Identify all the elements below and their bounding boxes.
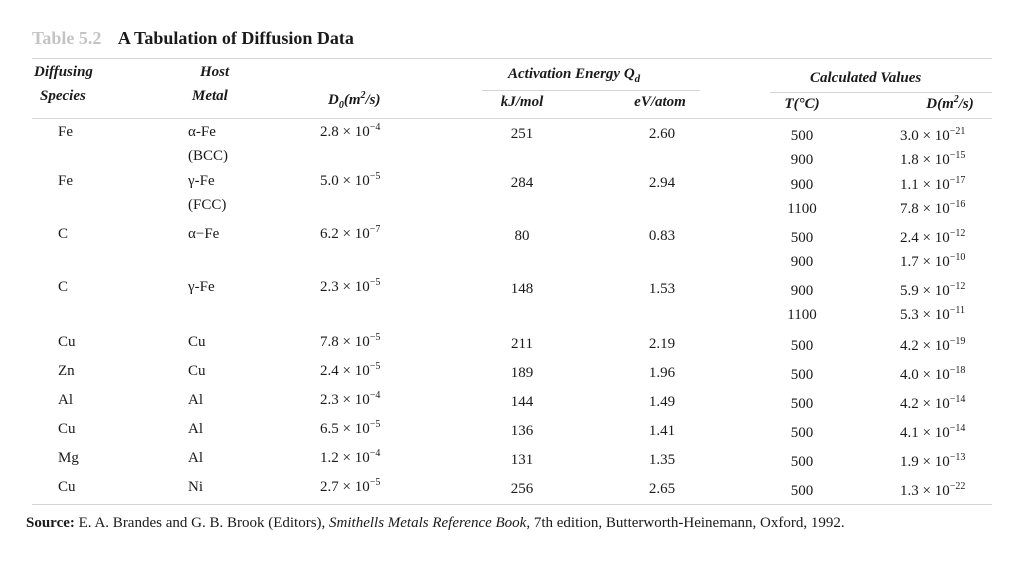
cell-diffusing-species: Cu [58,421,76,437]
cell-d-calculated: $5.3 \times 10^{-11}$ [900,305,965,323]
cell-d-calculated: $1.7 \times 10^{-10}$ [900,252,966,270]
cell-d-calculated: $4.1 \times 10^{-14}$ [900,423,966,441]
cell-d-calculated: $7.8 \times 10^{-16}$ [900,199,966,217]
cell-activation-ev: 2.94 [648,175,676,191]
cell-host-metal: Ni [188,479,203,495]
cell-activation-ev: 1.53 [648,281,676,297]
source-authors: E. A. Brandes and G. B. Brook (Editors), [74,515,330,531]
header-d-calculated: $D(m^2/s)$ [926,94,974,112]
cell-temperature: 500 [790,338,814,354]
cell-host-metal: (BCC) [188,148,229,164]
cell-activation-kj: 251 [510,126,534,142]
cell-host-metal: γ-Fe [188,173,215,189]
cell-activation-ev: 2.19 [648,336,676,352]
cell-temperature: 900 [790,177,814,193]
cell-activation-kj: 211 [511,336,533,352]
cell-host-metal: Al [188,450,203,466]
table-title: A Tabulation of Diffusion Data [117,28,354,48]
cell-d-calculated: $1.1 \times 10^{-17}$ [900,175,966,193]
cell-d0: $2.3 \times 10^{-5}$ [320,277,381,295]
cell-d-calculated: $4.2 \times 10^{-19}$ [900,336,966,354]
cell-diffusing-species: Cu [58,334,76,350]
cell-activation-ev: 0.83 [648,228,676,244]
cell-d0: $2.7 \times 10^{-5}$ [320,477,381,495]
cell-d0: $7.8 \times 10^{-5}$ [320,332,381,350]
cell-diffusing-species: Fe [58,124,73,140]
cell-host-metal: α−Fe [188,226,220,242]
cell-d-calculated: $1.9 \times 10^{-13}$ [900,452,966,470]
header-d0: $D_0(m^2/s)$ [328,90,381,111]
cell-activation-kj: 189 [510,365,534,381]
cell-activation-ev: 1.35 [648,452,676,468]
cell-activation-kj: 256 [510,481,534,497]
cell-diffusing-species: C [58,226,69,242]
source-citation [26,512,966,534]
cell-temperature: 500 [790,454,814,470]
cell-host-metal: γ-Fe [188,279,215,295]
cell-diffusing-species: Cu [58,479,76,495]
cell-diffusing-species: Mg [58,450,79,466]
cell-d-calculated: $5.9 \times 10^{-12}$ [900,281,966,299]
cell-activation-ev: 1.41 [648,423,676,439]
cell-host-metal: Al [188,421,203,437]
table-label: Table 5.2 [32,28,102,48]
bottom-rule [32,504,992,505]
cell-activation-kj: 148 [510,281,534,297]
cell-host-metal: Cu [188,363,206,379]
cell-d0: $2.8 \times 10^{-4}$ [320,122,381,140]
cell-temperature: 500 [790,396,814,412]
cell-temperature: 1100 [787,201,817,217]
cell-temperature: 900 [790,254,814,270]
header-diffusing-species-line2: Species [40,88,86,104]
cell-host-metal: Al [188,392,203,408]
cell-d-calculated: $1.3 \times 10^{-22}$ [900,481,966,499]
header-host-metal-line1: Host [200,64,230,80]
cell-host-metal: Cu [188,334,206,350]
cell-activation-kj: 284 [510,175,534,191]
source-publication: , 7th edition, Butterworth-Heinemann, Oxford, 1992. [526,515,845,531]
cell-d0: $5.0 \times 10^{-5}$ [320,171,381,189]
calculated-values-rule [770,92,992,93]
cell-temperature: 500 [790,230,814,246]
header-bottom-rule [32,118,992,119]
cell-d0: $6.5 \times 10^{-5}$ [320,419,381,437]
cell-activation-kj: 136 [510,423,534,439]
header-diffusing-species-line1: Diffusing [34,64,93,80]
source-book-title: Smithells Metals Reference Book [329,515,527,531]
cell-host-metal: α-Fe [188,124,216,140]
cell-activation-kj: 131 [510,452,534,468]
cell-temperature: 500 [790,425,814,441]
cell-temperature: 500 [790,483,814,499]
header-activation-energy: Activation Energy $Q_d$ [508,66,641,85]
top-rule [32,58,992,59]
cell-activation-kj: 144 [510,394,534,410]
cell-diffusing-species: Al [58,392,73,408]
cell-d0: $6.2 \times 10^{-7}$ [320,224,381,242]
cell-diffusing-species: Fe [58,173,73,189]
cell-activation-ev: 1.96 [648,365,676,381]
cell-temperature: 900 [790,283,814,299]
cell-temperature: 900 [790,152,814,168]
cell-d-calculated: $3.0 \times 10^{-21}$ [900,126,966,144]
header-temperature: T(°C) [784,96,820,112]
cell-d0: $2.3 \times 10^{-4}$ [320,390,381,408]
source-label: Source: [26,515,75,531]
cell-temperature: 500 [790,367,814,383]
cell-d-calculated: $4.0 \times 10^{-18}$ [900,365,966,383]
cell-d-calculated: $4.2 \times 10^{-14}$ [900,394,966,412]
cell-diffusing-species: C [58,279,69,295]
cell-activation-ev: 2.60 [648,126,676,142]
header-calculated-values: Calculated Values [810,70,922,86]
table-title-row [32,28,354,49]
activation-energy-rule [482,90,700,91]
header-host-metal-line2: Metal [192,88,228,104]
cell-activation-kj: 80 [514,228,530,244]
cell-d-calculated: $2.4 \times 10^{-12}$ [900,228,966,246]
header-kj-per-mol: kJ/mol [500,94,544,110]
header-ev-per-atom: eV/atom [634,94,686,110]
cell-temperature: 1100 [787,307,817,323]
cell-activation-ev: 1.49 [648,394,676,410]
cell-temperature: 500 [790,128,814,144]
cell-diffusing-species: Zn [58,363,75,379]
cell-d0: $2.4 \times 10^{-5}$ [320,361,381,379]
cell-d-calculated: $1.8 \times 10^{-15}$ [900,150,966,168]
cell-activation-ev: 2.65 [648,481,676,497]
cell-d0: $1.2 \times 10^{-4}$ [320,448,381,466]
cell-host-metal: (FCC) [188,197,227,213]
